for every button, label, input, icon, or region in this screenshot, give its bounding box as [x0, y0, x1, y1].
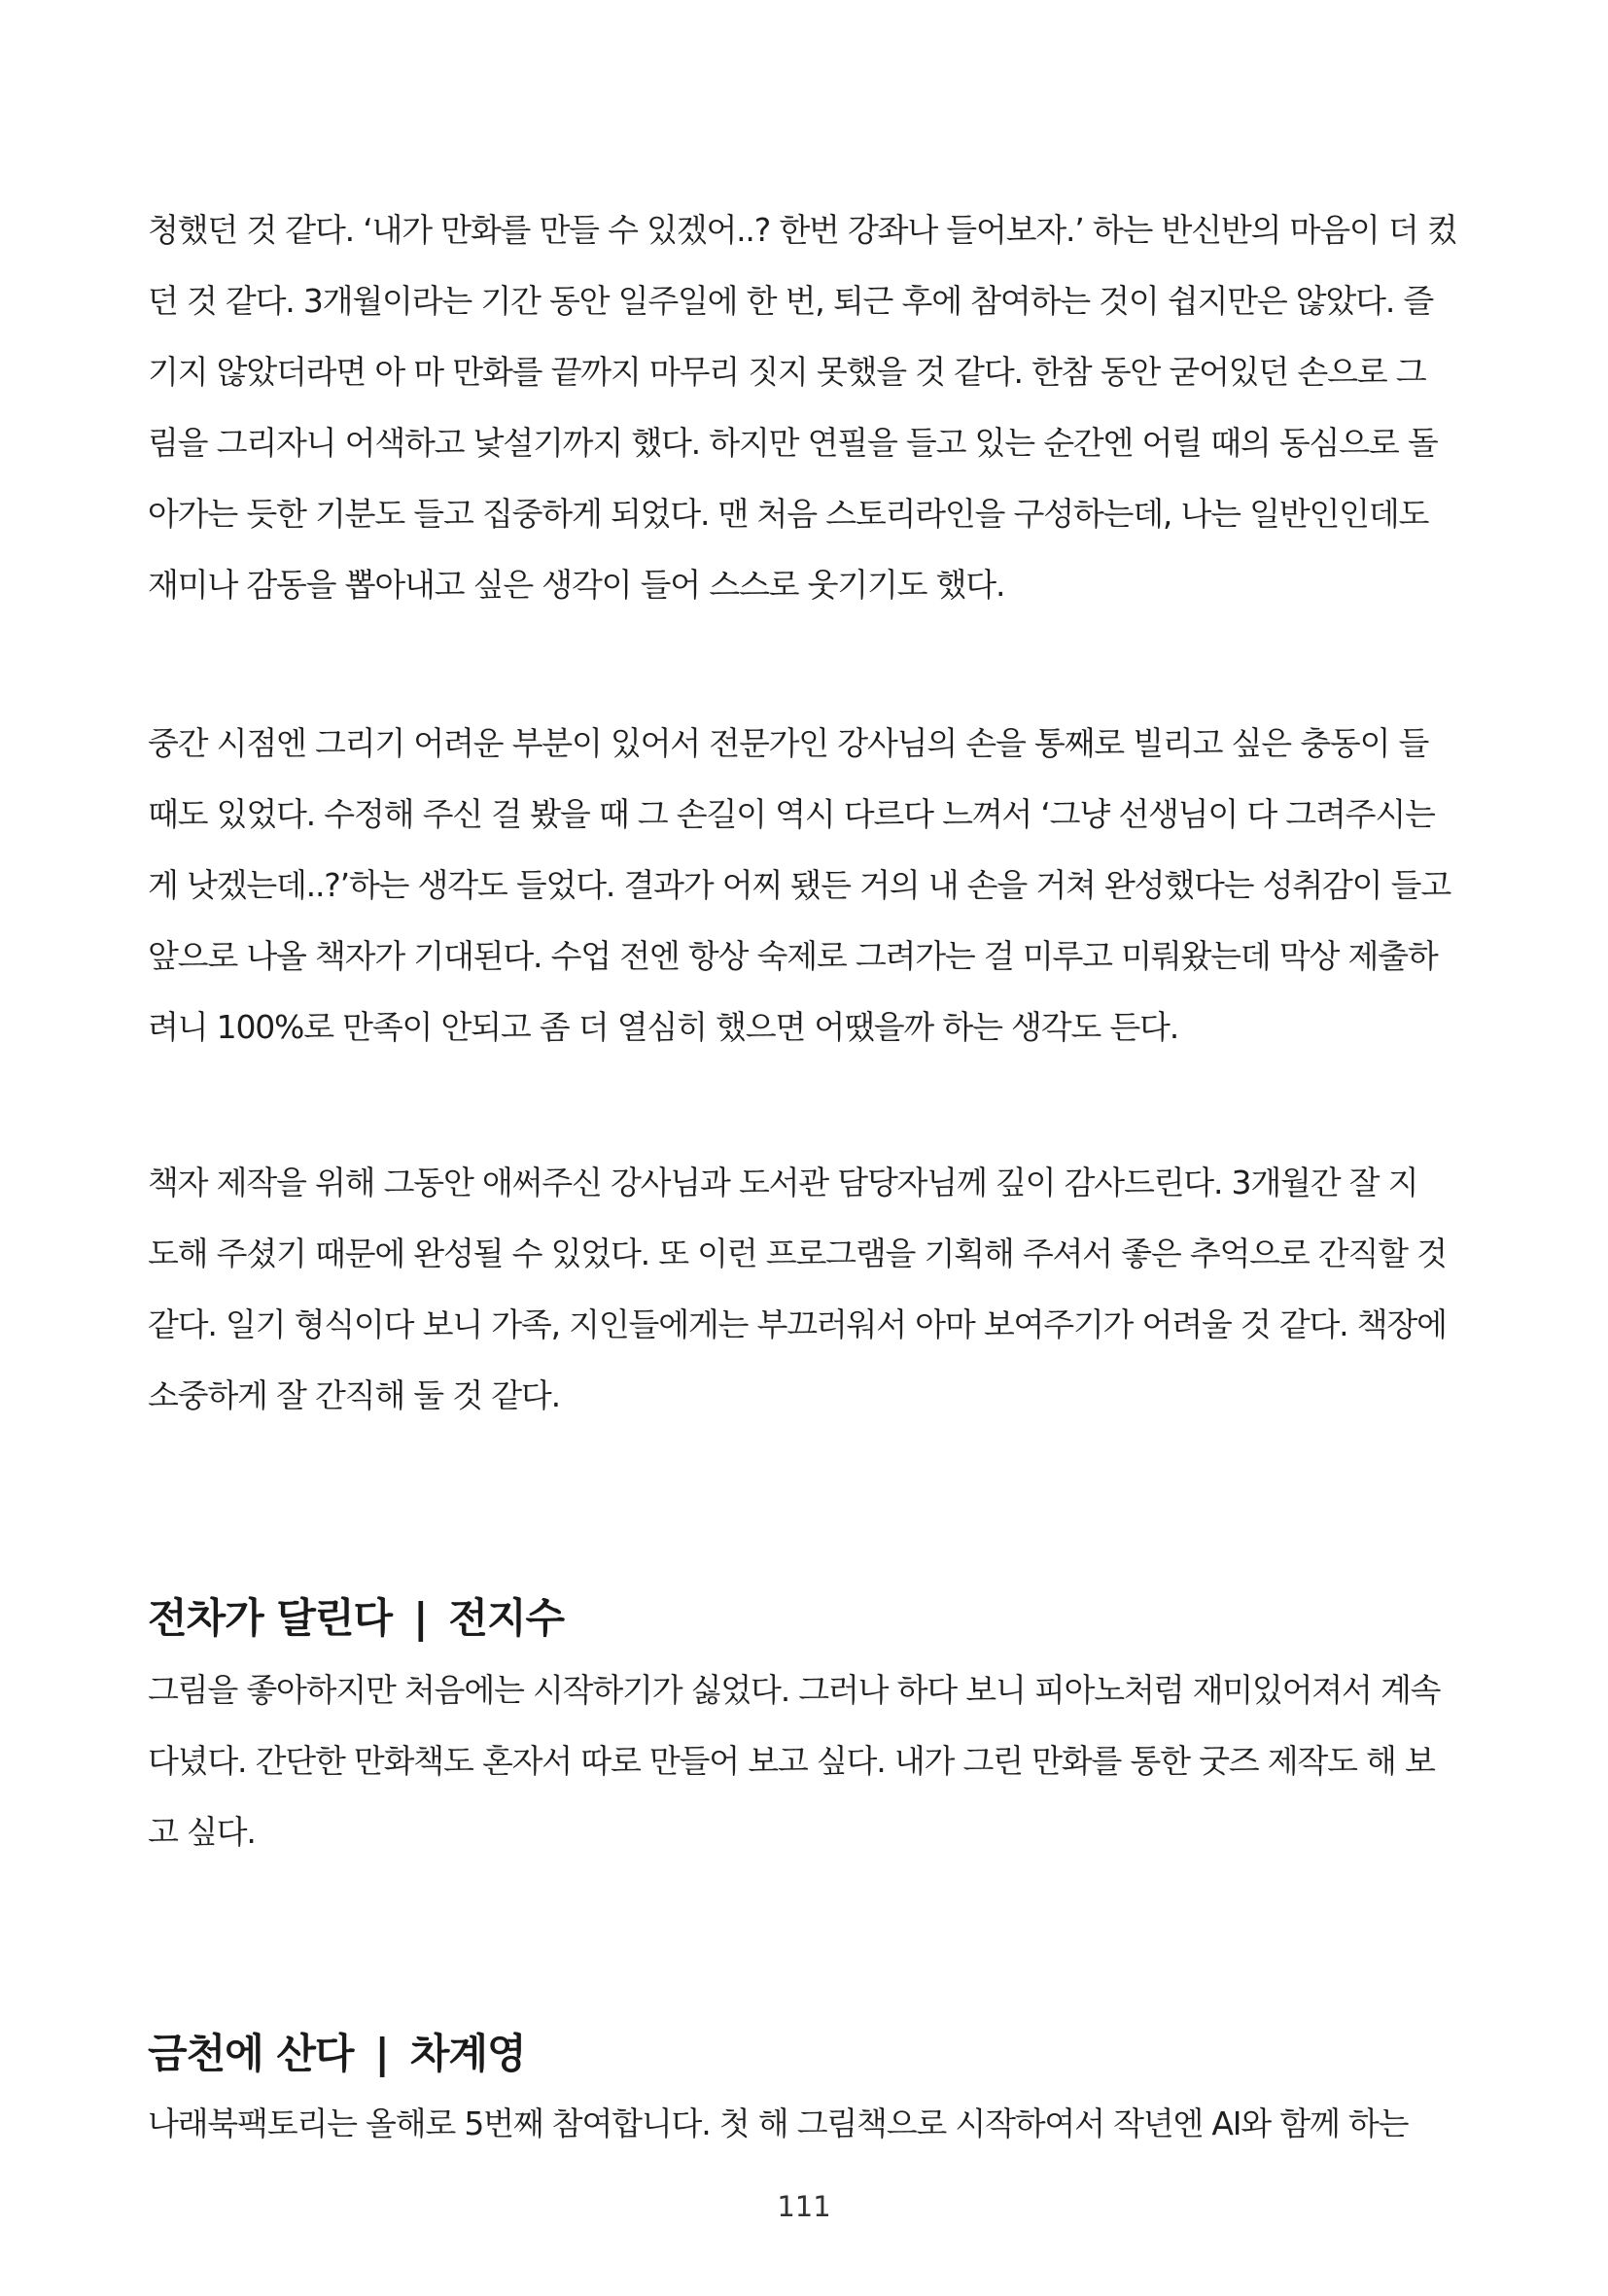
- page-number: 111: [777, 2190, 831, 2223]
- paragraph-1: [148, 194, 1470, 620]
- section-author: 전지수: [448, 1594, 565, 1642]
- text-line: 다녔다. 간단한 만화책도 혼자서 따로 만들어 보고 싶다. 내가 그린 만화를 통한 굿즈 제작도 해 보: [148, 1742, 1435, 1780]
- text-line: 림을 그리자니 어색하고 낯설기까지 했다. 하지만 연필을 들고 있는 순간엔 어릴 때의 동심으로 돌: [148, 424, 1438, 462]
- text-line: 게 낫겠는데..?’하는 생각도 들었다. 결과가 어찌 됐든 거의 내 손을 거쳐 완성했다는 성취감이 들고: [148, 866, 1451, 904]
- section-heading: [148, 2020, 526, 2088]
- section-body: [148, 1654, 1470, 1867]
- text-line: 나래북팩토리는 올해로 5번째 참여합니다. 첫 해 그림책으로 시작하여서 작년엔 AI와 함께 하는: [148, 2105, 1409, 2142]
- section-title: 전차가 달린다: [148, 1594, 393, 1642]
- text-line: 같다. 일기 형식이다 보니 가족, 지인들에게는 부끄러워서 아마 보여주기가 어려울 것 같다. 책장에: [148, 1305, 1447, 1343]
- text-line: 책자 제작을 위해 그동안 애써주신 강사님과 도서관 담당자님께 깊이 감사드린다. 3개월간 잘 지: [148, 1164, 1418, 1201]
- text-line: 때도 있었다. 수정해 주신 걸 봤을 때 그 손길이 역시 다르다 느껴서 ‘그냥 선생님이 다 그려주시는: [148, 795, 1435, 833]
- text-line: 려니 100%로 만족이 안되고 좀 더 열심히 했으면 어땠을까 하는 생각도 든다.: [148, 1008, 1179, 1046]
- text-line: 아가는 듯한 기분도 들고 집중하게 되었다. 맨 처음 스토리라인을 구성하는데, 나는 일반인인데도: [148, 495, 1429, 533]
- text-line: 중간 시점엔 그리기 어려운 부분이 있어서 전문가인 강사님의 손을 통째로 빌리고 싶은 충동이 들: [148, 724, 1429, 762]
- section-heading: [148, 1584, 564, 1652]
- section-body: [148, 2088, 1470, 2159]
- text-line: 던 것 같다. 3개월이라는 기간 동안 일주일에 한 번, 퇴근 후에 참여하는 것이 쉽지만은 않았다. 즐: [148, 282, 1434, 320]
- text-line: 기지 않았더라면 아 마 만화를 끝까지 마무리 짓지 못했을 것 같다. 한참 동안 굳어있던 손으로 그: [148, 353, 1426, 391]
- section-title: 금천에 산다: [148, 2030, 354, 2077]
- text-line: 도해 주셨기 때문에 완성될 수 있었다. 또 이런 프로그램을 기획해 주셔서 좋은 추억으로 간직할 것: [148, 1235, 1447, 1272]
- text-line: 청했던 것 같다. ‘내가 만화를 만들 수 있겠어..? 한번 강좌나 들어보자.’ 하는 반신반의 마음이 더 컸: [148, 211, 1457, 249]
- text-line: 그림을 좋아하지만 처음에는 시작하기가 싫었다. 그러나 하다 보니 피아노처럼 재미있어져서 계속: [148, 1671, 1441, 1709]
- text-line: 소중하게 잘 간직해 둘 것 같다.: [148, 1376, 560, 1414]
- text-line: 재미나 감동을 뽑아내고 싶은 생각이 들어 스스로 웃기기도 했다.: [148, 566, 1005, 604]
- text-line: 고 싶다.: [148, 1813, 256, 1851]
- text-line: 앞으로 나올 책자가 기대된다. 수업 전엔 항상 숙제로 그려가는 걸 미루고 미뤄왔는데 막상 제출하: [148, 937, 1438, 975]
- section-separator: |: [413, 1594, 428, 1642]
- paragraph-3: [148, 1147, 1470, 1431]
- section-separator: |: [374, 2030, 389, 2077]
- paragraph-2: [148, 708, 1470, 1062]
- section-author: 차계영: [409, 2030, 526, 2077]
